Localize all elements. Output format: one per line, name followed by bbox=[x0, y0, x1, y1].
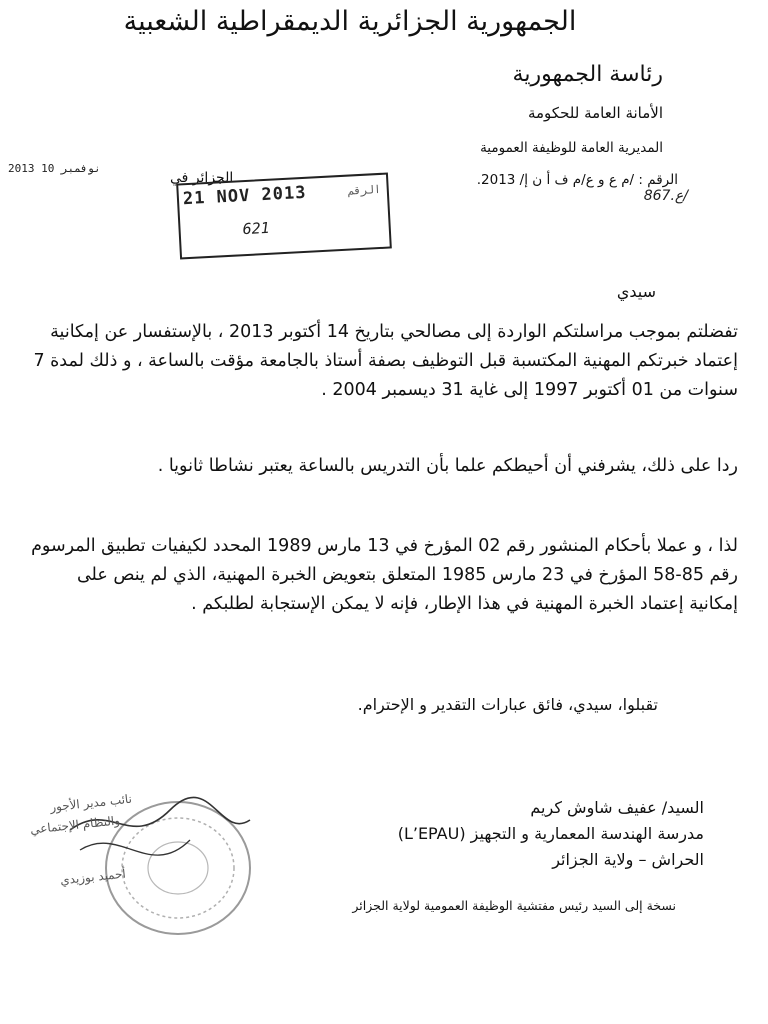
signature-title-1: نائب مدير الأجور bbox=[49, 791, 133, 815]
paragraph-3: لذا ، و عملا بأحكام المنشور رقم 02 المؤرخ في 13 مارس 1989 المحدد لكيفيات تطبيق المرسوم رقم 85-58 المؤرخ في 23 مارس 1985 المتعلق بتعويض الخبرة المهنية، الذي لم ينص على إمكانية إعتماد الخبرة المهنية في هذا الإطار، فإنه لا يمكن الإستجابة لطلبكم . bbox=[31, 536, 738, 614]
copy-note: نسخة إلى السيد رئيس مفتشية الوظيفة العمومية لولاية الجزائر bbox=[352, 898, 676, 913]
handwritten-date: 2013 نوفمبر 10 bbox=[8, 162, 101, 175]
received-stamp bbox=[176, 173, 392, 260]
addressee-location: الحراش – ولاية الجزائر bbox=[552, 850, 704, 869]
addressee-name: السيد/ عفيف شاوش كريم bbox=[530, 798, 704, 817]
directorate-heading: المديرية العامة للوظيفة العمومية bbox=[480, 140, 663, 156]
reference-handwritten: /ع.867 bbox=[643, 188, 688, 204]
signature-title-2: والنظام الإجتماعي bbox=[29, 813, 121, 837]
place-label: الجزائر في bbox=[170, 170, 234, 186]
stamp-label: الرقم bbox=[347, 182, 382, 198]
salutation: سيدي bbox=[616, 282, 656, 301]
signature-seal bbox=[0, 790, 280, 940]
official-seal-icon bbox=[0, 790, 280, 940]
signature-name: أحميد بوزيدي bbox=[59, 866, 127, 888]
paragraph-2: ردا على ذلك، يشرفني أن أحيطكم علما بأن التدريس بالساعة يعتبر نشاطا ثانويا . bbox=[157, 456, 738, 476]
addressee-block bbox=[398, 795, 704, 873]
presidency-heading: رئاسة الجمهورية bbox=[512, 62, 663, 87]
stamp-date: 21 NOV 2013 bbox=[182, 182, 307, 210]
stamp-number: 621 bbox=[242, 218, 271, 239]
paragraph-1: تفضلتم بموجب مراسلتكم الواردة إلى مصالحي بتاريخ 14 أكتوبر 2013 ، بالإستفسار عن إمكانية إعتماد خبرتكم المهنية المكتسبة قبل التوظيف بصفة أستاذ بالجامعة مؤقت بالساعة ، و ذلك لمدة 7 سنوات من 01 أكتوبر 1997 إلى غاية 31 ديسمبر 2004 . bbox=[33, 322, 738, 400]
closing-line: تقبلوا، سيدي، فائق عبارات التقدير و الإحترام. bbox=[357, 695, 658, 714]
republic-title: الجمهورية الجزائرية الديمقراطية الشعبية bbox=[123, 6, 577, 37]
secretariat-heading: الأمانة العامة للحكومة bbox=[527, 104, 663, 122]
reference-number: الرقم : /م ع و ع/م ف أ ن إ/ 2013. bbox=[476, 172, 678, 188]
addressee-institution: مدرسة الهندسة المعمارية و التجهيز (L’EPAU) bbox=[397, 824, 704, 843]
